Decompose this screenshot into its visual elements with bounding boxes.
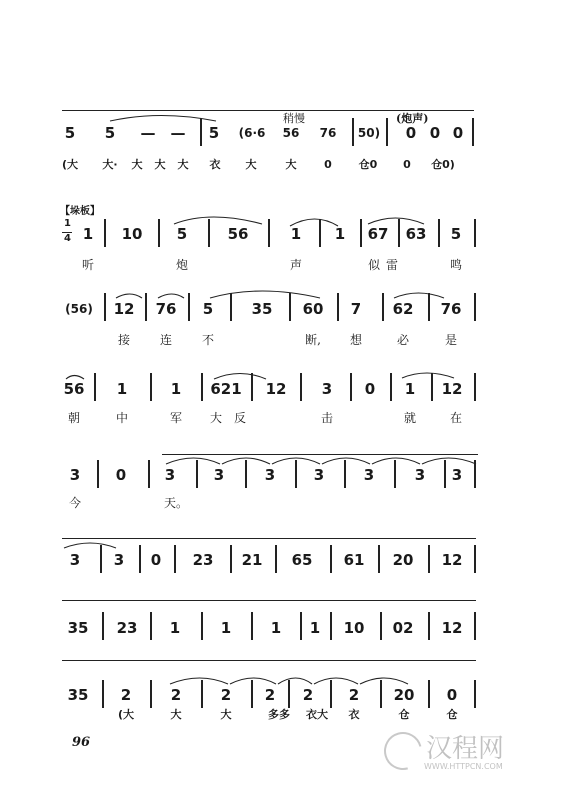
barline [208, 219, 210, 247]
note: 3 [414, 466, 426, 484]
slur-arc [116, 294, 142, 298]
percussion: 0 [403, 158, 411, 171]
note: 1 [404, 380, 416, 398]
note: 0 [429, 124, 441, 142]
barline [337, 293, 339, 321]
barline [474, 612, 476, 640]
slur-arc [158, 294, 184, 298]
note: 56 [227, 225, 249, 243]
barline [330, 612, 332, 640]
percussion: 仓0) [431, 158, 455, 171]
note: 3 [451, 466, 463, 484]
note: 23 [192, 551, 214, 569]
barline [330, 680, 332, 708]
note: (56) [65, 302, 93, 316]
barline [295, 460, 297, 488]
lyric: 天。 [163, 496, 189, 510]
barline [230, 545, 232, 573]
note: (6·6 [238, 126, 266, 140]
note: 02 [392, 619, 414, 637]
note: 2 [302, 686, 314, 704]
barline [201, 373, 203, 401]
barline [428, 612, 430, 640]
slur-arc [394, 293, 444, 298]
barline [288, 680, 290, 708]
barline [350, 373, 352, 401]
slur-arc [360, 678, 408, 684]
barline [251, 680, 253, 708]
lyric: 就 [403, 411, 417, 425]
note: 0 [446, 686, 458, 704]
note: 5 [202, 300, 214, 318]
lyric: 必 [396, 333, 410, 347]
barline [150, 612, 152, 640]
note: 5 [104, 124, 116, 142]
percussion: 大 [220, 708, 232, 721]
barline [145, 293, 147, 321]
system-rule [62, 600, 476, 601]
barline [428, 545, 430, 573]
barline [474, 293, 476, 321]
note: 0 [115, 466, 127, 484]
lyric: 声 [289, 258, 303, 272]
barline [474, 373, 476, 401]
note: 20 [392, 551, 414, 569]
note: 0 [364, 380, 376, 398]
time-signature-top: 1 [64, 218, 71, 229]
slur-arc [322, 458, 370, 464]
percussion: 衣 [348, 708, 360, 721]
barline [230, 293, 232, 321]
slur-arc [368, 218, 424, 224]
slur-arc [174, 217, 262, 224]
barline [382, 293, 384, 321]
barline [196, 460, 198, 488]
note: 1 [334, 225, 346, 243]
note: 1 [220, 619, 232, 637]
lyric: 听 [81, 258, 95, 272]
barline [474, 219, 476, 247]
note: 67 [367, 225, 389, 243]
slur-arc [314, 678, 358, 684]
barline [97, 460, 99, 488]
slur-arc [214, 374, 266, 380]
system-rule [62, 538, 476, 539]
barline [158, 219, 160, 247]
note: 1 [309, 619, 321, 637]
note: 1 [169, 619, 181, 637]
note: 5 [64, 124, 76, 142]
note: 62 [392, 300, 414, 318]
barline [431, 373, 433, 401]
barline [474, 680, 476, 708]
barline [200, 118, 202, 146]
note: 0 [452, 124, 464, 142]
lyric: 鸣 [449, 258, 463, 272]
note: 35 [67, 619, 89, 637]
lyric: 中 [115, 411, 129, 425]
barline [472, 118, 474, 146]
note: 65 [291, 551, 313, 569]
lyric: 大 [209, 411, 223, 425]
slur-arc [278, 678, 312, 684]
barline [150, 373, 152, 401]
lyric: 似雷 [367, 258, 405, 272]
barline [444, 460, 446, 488]
note: 3 [313, 466, 325, 484]
swirl-icon [377, 725, 429, 777]
note: 2 [348, 686, 360, 704]
note: 56 [63, 380, 85, 398]
note: 3 [164, 466, 176, 484]
barline [380, 680, 382, 708]
note: 1 [116, 380, 128, 398]
note: 56 [282, 126, 300, 140]
barline [474, 460, 476, 488]
barline [380, 612, 382, 640]
note: 20 [393, 686, 415, 704]
percussion: 0 [324, 158, 332, 171]
note: 2 [264, 686, 276, 704]
note: 50) [357, 126, 381, 140]
note: 1 [170, 380, 182, 398]
barline [394, 460, 396, 488]
system-rule [62, 660, 476, 661]
percussion: 大 [170, 708, 182, 721]
section-label: 【垛板】 [60, 206, 100, 217]
lyric: 炮 [175, 258, 189, 272]
percussion: 大 [285, 158, 297, 171]
note: 2 [120, 686, 132, 704]
percussion: 大 [154, 158, 166, 171]
percussion: 大· [102, 158, 118, 171]
barline [100, 545, 102, 573]
lyric: 在 [449, 411, 463, 425]
percussion: 仓 [446, 708, 458, 721]
barline [378, 545, 380, 573]
barline [139, 545, 141, 573]
note: — [140, 124, 156, 142]
note: 0 [150, 551, 162, 569]
note: 61 [343, 551, 365, 569]
barline [474, 545, 476, 573]
watermark [380, 728, 550, 778]
barline [352, 118, 354, 146]
barline [251, 373, 253, 401]
note: 12 [265, 380, 287, 398]
barline [330, 545, 332, 573]
percussion: 大 [131, 158, 143, 171]
barline [268, 219, 270, 247]
barline [319, 219, 321, 247]
lyric: 朝 [67, 411, 81, 425]
note: 3 [321, 380, 333, 398]
lyric: 今 [68, 496, 82, 510]
note: 35 [251, 300, 273, 318]
note: 63 [405, 225, 427, 243]
note: 76 [440, 300, 462, 318]
note: 2 [170, 686, 182, 704]
slur-arc [210, 291, 320, 298]
barline [201, 680, 203, 708]
note: 621 [210, 380, 242, 398]
note: 12 [441, 380, 463, 398]
percussion: 仓 [398, 708, 410, 721]
percussion: 仓0 [358, 158, 378, 171]
note: 3 [69, 551, 81, 569]
slur-arc [166, 458, 220, 464]
lyric: 是 [444, 333, 458, 347]
slur-arc [170, 678, 228, 684]
note: 23 [116, 619, 138, 637]
note: 60 [302, 300, 324, 318]
percussion: 大 [177, 158, 189, 171]
barline [344, 460, 346, 488]
barline [398, 219, 400, 247]
barline [360, 219, 362, 247]
percussion: 衣大 [306, 708, 328, 721]
time-signature-bottom: 4 [64, 233, 71, 244]
lyric: 接 [117, 333, 131, 347]
barline [275, 545, 277, 573]
watermark-text: 汉程网 [426, 734, 505, 764]
lyric: 连 [159, 333, 173, 347]
note: 12 [441, 619, 463, 637]
note: 10 [343, 619, 365, 637]
barline [188, 293, 190, 321]
note: 3 [113, 551, 125, 569]
cue-marking: (炮声) [396, 112, 429, 125]
note: 35 [67, 686, 89, 704]
note: 12 [113, 300, 135, 318]
slur-arc [372, 458, 420, 464]
slur-arc [230, 678, 276, 684]
barline [300, 612, 302, 640]
barline [148, 460, 150, 488]
note: 3 [264, 466, 276, 484]
note: 5 [450, 225, 462, 243]
system-rule [162, 454, 478, 455]
percussion: (大 [61, 158, 79, 171]
percussion: 衣 [209, 158, 221, 171]
lyric: 反 [233, 411, 247, 425]
lyric: 断, [305, 333, 321, 347]
lyric: 击 [320, 411, 334, 425]
barline [174, 545, 176, 573]
note: 5 [176, 225, 188, 243]
barline [438, 219, 440, 247]
barline [386, 118, 388, 146]
percussion: 大 [245, 158, 257, 171]
note: 1 [290, 225, 302, 243]
percussion: 多多 [268, 708, 290, 721]
note: 12 [441, 551, 463, 569]
slur-arc [64, 543, 116, 548]
note: 1 [82, 225, 94, 243]
barline [428, 680, 430, 708]
note: — [170, 124, 186, 142]
note: 5 [208, 124, 220, 142]
slur-arc [66, 376, 84, 380]
note: 0 [405, 124, 417, 142]
barline [428, 293, 430, 321]
note: 21 [241, 551, 263, 569]
barline [104, 219, 106, 247]
barline [289, 293, 291, 321]
barline [94, 373, 96, 401]
barline [390, 373, 392, 401]
note: 3 [363, 466, 375, 484]
note: 1 [270, 619, 282, 637]
lyric: 军 [169, 411, 183, 425]
barline [150, 680, 152, 708]
barline [300, 373, 302, 401]
barline [245, 460, 247, 488]
barline [251, 612, 253, 640]
note: 7 [350, 300, 362, 318]
slur-arc [402, 373, 454, 378]
note: 76 [155, 300, 177, 318]
note: 3 [69, 466, 81, 484]
note: 2 [220, 686, 232, 704]
note: 76 [319, 126, 337, 140]
slur-arc [422, 458, 476, 464]
note: 10 [121, 225, 143, 243]
lyric: 不 [201, 333, 215, 347]
note: 3 [213, 466, 225, 484]
lyric: 想 [349, 333, 363, 347]
barline [104, 293, 106, 321]
tempo-marking: 稍慢 [283, 112, 305, 125]
barline [102, 612, 104, 640]
page-number: 96 [72, 735, 91, 750]
barline [201, 612, 203, 640]
watermark-url: WWW.HTTPCN.COM [424, 762, 503, 771]
percussion: (大 [117, 708, 135, 721]
barline [102, 680, 104, 708]
